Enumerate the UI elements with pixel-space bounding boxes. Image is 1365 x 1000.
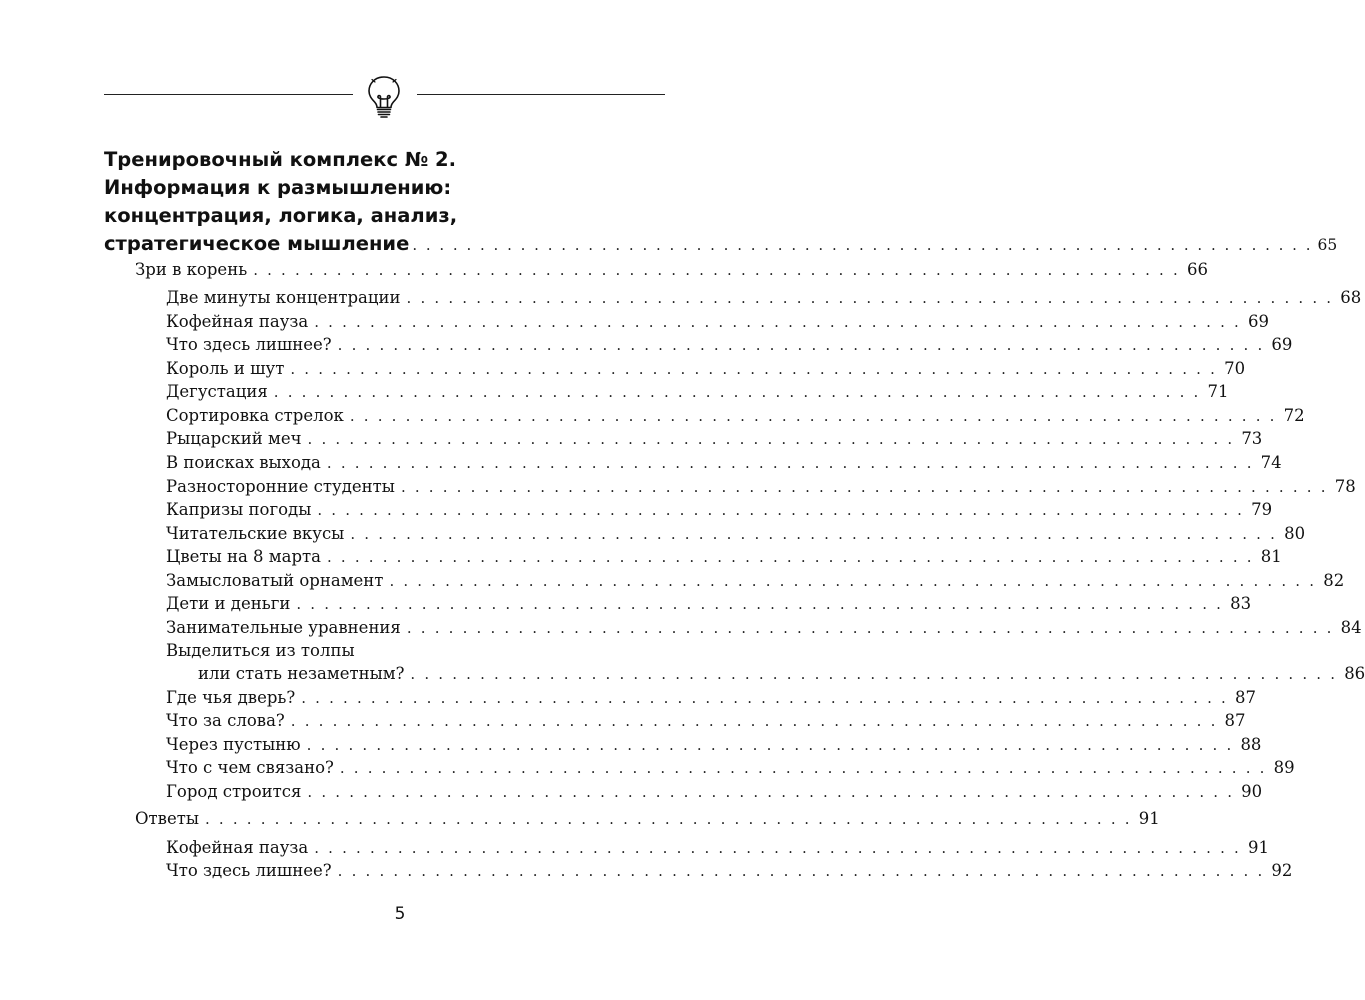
toc-entry[interactable]	[166, 381, 1229, 403]
toc-entry-label: или стать незаметным?	[198, 664, 405, 683]
toc-entry-page: 88	[1240, 735, 1262, 754]
toc-entry-page: 86	[1344, 664, 1365, 683]
section-title-line: стратегическое мышление	[104, 232, 410, 255]
header-rule-right	[417, 94, 665, 95]
toc-entry[interactable]	[166, 837, 1270, 859]
dot-leader: . . . . . . . . . . . . . . . . . . . . . . . . . . . . . . . . . . . . . . . . . . . . . . . . . . . . . . . . . . . . . . . . . . .	[314, 839, 1242, 857]
toc-entry[interactable]	[166, 452, 1282, 474]
section-title-line: концентрация, логика, анализ,	[104, 204, 458, 227]
toc-entry-page: 68	[1340, 288, 1362, 307]
dot-leader: . . . . . . . . . . . . . . . . . . . . . . . . . . . . . . . . . . . . . . . . . . . . . . . . . . . . . . . . . . . . . . . . . . .	[406, 289, 1334, 307]
toc-entry-page: 91	[1138, 809, 1160, 828]
toc-entry[interactable]	[166, 287, 1362, 309]
dot-leader: . . . . . . . . . . . . . . . . . . . . . . . . . . . . . . . . . . . . . . . . . . . . . . . . . . . . . . . . . . . . . . . . . . .	[301, 689, 1229, 707]
section-title-last-line	[104, 230, 1338, 259]
toc-entry-label: Что здесь лишнее?	[166, 861, 332, 880]
section-title-line: Информация к размышлению:	[104, 176, 452, 199]
toc-entry-label: Ответы	[135, 809, 199, 828]
dot-leader: . . . . . . . . . . . . . . . . . . . . . . . . . . . . . . . . . . . . . . . . . . . . . . . . . . . . . . . . . . . . . . . . . . .	[314, 313, 1242, 331]
toc-entry-label: Рыцарский меч	[166, 429, 302, 448]
toc-entry[interactable]	[166, 687, 1257, 709]
toc-entry[interactable]	[166, 523, 1306, 545]
toc-entry[interactable]	[135, 808, 1160, 830]
toc-entry[interactable]	[166, 757, 1295, 779]
toc-entry-label: Две минуты концентрации	[166, 288, 401, 307]
toc-entry[interactable]	[166, 781, 1263, 803]
toc-entry-page: 83	[1230, 594, 1252, 613]
toc-entry-label: Король и шут	[166, 359, 285, 378]
toc-entry-label: Читательские вкусы	[166, 524, 345, 543]
toc-entry-label: Замысловатый орнамент	[166, 571, 384, 590]
toc-entry-page: 80	[1284, 524, 1306, 543]
lightbulb-icon	[363, 74, 405, 118]
toc-entry-page: 70	[1224, 359, 1246, 378]
toc-entry[interactable]	[166, 405, 1305, 427]
toc-entry-label: Дегустация	[166, 382, 268, 401]
toc-entry-page: 71	[1207, 382, 1229, 401]
dot-leader: . . . . . . . . . . . . . . . . . . . . . . . . . . . . . . . . . . . . . . . . . . . . . . . . . . . . . . . . . . . . . . . . . . .	[339, 759, 1267, 777]
toc-entry-page: 79	[1251, 500, 1273, 519]
dot-leader: . . . . . . . . . . . . . . . . . . . . . . . . . . . . . . . . . . . . . . . . . . . . . . . . . . . . . . . . . . . . . . . . . . .	[337, 862, 1265, 880]
toc-entry[interactable]	[166, 734, 1262, 756]
toc-entry[interactable]	[166, 710, 1246, 732]
toc-entry-label: Зри в корень	[135, 260, 248, 279]
toc-entry-label: Кофейная пауза	[166, 312, 309, 331]
dot-leader: . . . . . . . . . . . . . . . . . . . . . . . . . . . . . . . . . . . . . . . . . . . . . . . . . . . . . . . . . . . . . . . . . . .	[290, 360, 1218, 378]
dot-leader: . . . . . . . . . . . . . . . . . . . . . . . . . . . . . . . . . . . . . . . . . . . . . . . . . . . . . . . . . . . . . . . . . . .	[349, 407, 1277, 425]
toc-entry-label: Капризы погоды	[166, 500, 312, 519]
toc-entry-page: 91	[1248, 838, 1270, 857]
toc-entry-page: 84	[1340, 618, 1362, 637]
toc-entry-page: 78	[1334, 477, 1356, 496]
toc-entry[interactable]	[166, 311, 1270, 333]
page-number: 5	[394, 904, 406, 924]
dot-leader: . . . . . . . . . . . . . . . . . . . . . . . . . . . . . . . . . . . . . . . . . . . . . . . . . . . . . . . . . . . . . . . . . . .	[296, 595, 1224, 613]
toc-entry-first-line[interactable]: Выделиться из толпы	[166, 641, 355, 660]
toc-entry[interactable]	[166, 334, 1293, 356]
dot-leader: . . . . . . . . . . . . . . . . . . . . . . . . . . . . . . . . . . . . . . . . . . . . . . . . . . . . . . . . . . . . . . . . . . .	[290, 712, 1218, 730]
dot-leader: . . . . . . . . . . . . . . . . . . . . . . . . . . . . . . . . . . . . . . . . . . . . . . . . . . . . . . . . . . . . . . . . . . .	[273, 383, 1201, 401]
dot-leader: . . . . . . . . . . . . . . . . . . . . . . . . . . . . . . . . . . . . . . . . . . . . . . . . . . . . . . . . . . . . . . . . . . .	[326, 454, 1254, 472]
toc-entry[interactable]	[166, 546, 1282, 568]
section-title-line: Тренировочный комплекс № 2.	[104, 148, 457, 171]
section-page-number: 65	[1317, 236, 1338, 254]
dot-leader: . . . . . . . . . . . . . . . . . . . . . . . . . . . . . . . . . . . . . . . . . . . . . . . . . . . . . . . . . . . . . . . . . . .	[253, 261, 1180, 279]
dot-leader: . . . . . . . . . . . . . . . . . . . . . . . . . . . . . . . . . . . . . . . . . . . . . . . . . . . . . . . . . . . . . . . . . . .	[410, 665, 1338, 683]
toc-entry[interactable]	[198, 663, 1365, 685]
toc-entry-page: 89	[1273, 758, 1295, 777]
toc-entry-label: Что с чем связано?	[166, 758, 334, 777]
toc-entry-page: 87	[1235, 688, 1257, 707]
dot-leader: . . . . . . . . . . . . . . . . . . . . . . . . . . . . . . . . . . . . . . . . . . . . . . . . . . . . . . . . . . . . . . . . . . .	[307, 430, 1235, 448]
toc-entry-label: Цветы на 8 марта	[166, 547, 321, 566]
dot-leader: . . . . . . . . . . . . . . . . . . . . . . . . . . . . . . . . . . . . . . . . . . . . . . . . . . . . . . . . . . . . . . . . . . .	[406, 619, 1334, 637]
toc-entry-page: 69	[1271, 335, 1293, 354]
dot-leader: . . . . . . . . . . . . . . . . . . . . . . . . . . . . . . . . . . . . . . . . . . . . . . . . . . . . . . . . . . . . . . . . . . .	[400, 478, 1328, 496]
toc-entry[interactable]	[166, 428, 1263, 450]
toc-entry-label: Где чья дверь?	[166, 688, 296, 707]
toc-entry[interactable]	[135, 259, 1208, 281]
dot-leader: . . . . . . . . . . . . . . . . . . . . . . . . . . . . . . . . . . . . . . . . . . . . . . . . . . . . . . . . . . . . . . . . . . .	[337, 336, 1265, 354]
toc-entry-label: Разносторонние студенты	[166, 477, 395, 496]
toc-entry-page: 72	[1283, 406, 1305, 425]
toc-entry-page: 87	[1224, 711, 1246, 730]
header-rule-left	[104, 94, 353, 95]
toc-entry[interactable]	[166, 476, 1356, 498]
toc-entry-label: Что здесь лишнее?	[166, 335, 332, 354]
toc-entry[interactable]	[166, 358, 1246, 380]
toc-entry[interactable]	[166, 860, 1293, 882]
toc-entry-page: 92	[1271, 861, 1293, 880]
toc-entry[interactable]	[166, 499, 1273, 521]
dot-leader: . . . . . . . . . . . . . . . . . . . . . . . . . . . . . . . . . . . . . . . . . . . . . . . . . . . . . . . . . . . . . . . . . . .	[350, 525, 1278, 543]
toc-entry-page: 66	[1186, 260, 1208, 279]
toc-entry[interactable]	[166, 593, 1252, 615]
dot-leader: . . . . . . . . . . . . . . . . . . . . . . . . . . . . . . . . . . . . . . . . . . . . . . . . . . . . . . . . . . . . . . . . . . .	[326, 548, 1254, 566]
section-heading	[104, 146, 1338, 259]
toc-entry-page: 73	[1241, 429, 1263, 448]
toc-entry-label: В поисках выхода	[166, 453, 321, 472]
toc-entry-label: Через пустыню	[166, 735, 301, 754]
toc-entry-label: Занимательные уравнения	[166, 618, 401, 637]
toc-entry-label: Кофейная пауза	[166, 838, 309, 857]
toc-entry-label: Что за слова?	[166, 711, 285, 730]
toc-entry[interactable]	[166, 617, 1362, 639]
toc-entry-page: 82	[1323, 571, 1345, 590]
toc-entry-label: Город строится	[166, 782, 302, 801]
dot-leader: . . . . . . . . . . . . . . . . . . . . . . . . . . . . . . . . . . . . . . . . . . . . . . . . . . . . . . . . . . . . . . . . . . .	[307, 783, 1235, 801]
dot-leader: . . . . . . . . . . . . . . . . . . . . . . . . . . . . . . . . . . . . . . . . . . . . . . . . . . . . . . . . . . . . . . . . . . .	[389, 572, 1317, 590]
toc-entry-page: 74	[1260, 453, 1282, 472]
toc-entry-page: 69	[1248, 312, 1270, 331]
toc-entry-label: Сортировка стрелок	[166, 406, 344, 425]
dot-leader: . . . . . . . . . . . . . . . . . . . . . . . . . . . . . . . . . . . . . . . . . . . . . . . . . . . . . . . . . . . . . . . . . . .	[317, 501, 1245, 519]
toc-entry-label: Дети и деньги	[166, 594, 291, 613]
dot-leader: . . . . . . . . . . . . . . . . . . . . . . . . . . . . . . . . . . . . . . . . . . . . . . . . . . . . . . . . . . . . . . . . . . .	[204, 810, 1132, 828]
toc-entry-page: 90	[1241, 782, 1263, 801]
toc-entry-page: 81	[1260, 547, 1282, 566]
dot-leader: . . . . . . . . . . . . . . . . . . . . . . . . . . . . . . . . . . . . . . . . . . . . . . . . . . . . . . . . . . . . . . . . . . .	[412, 236, 1313, 254]
toc-entry[interactable]	[166, 570, 1345, 592]
dot-leader: . . . . . . . . . . . . . . . . . . . . . . . . . . . . . . . . . . . . . . . . . . . . . . . . . . . . . . . . . . . . . . . . . . .	[306, 736, 1234, 754]
